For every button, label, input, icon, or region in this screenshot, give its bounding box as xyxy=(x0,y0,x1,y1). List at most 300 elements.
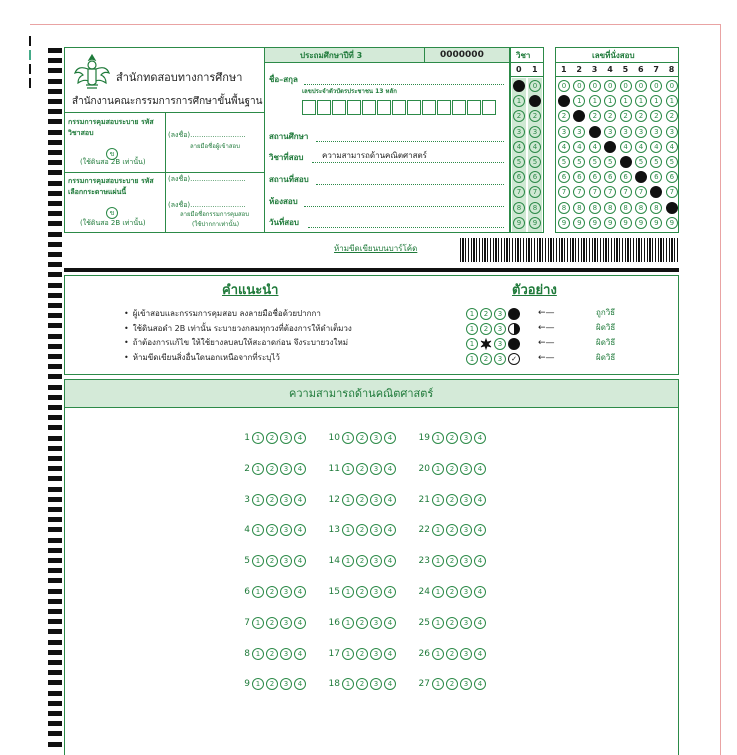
seat-number-bubble[interactable]: 7 xyxy=(589,186,601,198)
seat-number-bubble[interactable]: 5 xyxy=(620,156,632,168)
seat-number-bubble[interactable]: 8 xyxy=(558,202,570,214)
answer-choice-bubble[interactable]: 2 xyxy=(266,586,278,598)
seat-number-bubble[interactable]: 5 xyxy=(666,156,678,168)
answer-row xyxy=(416,617,488,629)
seat-number-bubble[interactable]: 8 xyxy=(604,202,616,214)
seat-number-bubble[interactable]: 2 xyxy=(666,110,678,122)
subject-code-bubble[interactable]: 5 xyxy=(529,156,541,168)
id-digit-box[interactable] xyxy=(377,100,391,115)
answer-choice-bubble[interactable]: 2 xyxy=(266,648,278,660)
answer-choice-bubble[interactable]: 1 xyxy=(252,463,264,475)
answer-choice-bubble[interactable]: 2 xyxy=(356,494,368,506)
answer-choice-bubble[interactable]: 1 xyxy=(432,494,444,506)
subject-code-bubble[interactable]: 7 xyxy=(529,186,541,198)
subject-code-bubble[interactable]: 3 xyxy=(513,126,525,138)
subject-code-bubble[interactable]: 6 xyxy=(513,171,525,183)
answer-choice-bubble[interactable]: 3 xyxy=(460,524,472,536)
answer-choice-bubble[interactable]: 3 xyxy=(460,463,472,475)
seat-number-bubble[interactable]: 2 xyxy=(604,110,616,122)
answer-proctor-label: กรรมการคุมสอบระบาย รหัสเลือกกระดาษแผ่นนี้ xyxy=(68,177,154,196)
timing-mark xyxy=(48,548,62,553)
seat-number-bubble[interactable]: 5 xyxy=(635,156,647,168)
answer-choice-bubble[interactable]: 1 xyxy=(252,432,264,444)
answer-choice-bubble[interactable]: 1 xyxy=(342,555,354,567)
timing-mark xyxy=(48,701,62,706)
answer-choice-bubble[interactable]: 2 xyxy=(356,586,368,598)
seat-number-column-header: 1 xyxy=(561,65,567,74)
answer-choice-bubble[interactable]: 2 xyxy=(266,432,278,444)
answer-choice-bubble[interactable]: 4 xyxy=(294,586,306,598)
seat-number-bubble[interactable]: 1 xyxy=(635,95,647,107)
id-digit-box[interactable] xyxy=(422,100,436,115)
seat-number-bubble[interactable]: 2 xyxy=(620,110,632,122)
timing-mark xyxy=(48,374,62,379)
timing-mark xyxy=(48,160,62,165)
seat-number-bubble[interactable]: 6 xyxy=(635,171,647,183)
answer-choice-bubble[interactable]: 3 xyxy=(280,648,292,660)
answer-choice-bubble[interactable]: 4 xyxy=(474,524,486,536)
seat-number-bubble[interactable]: 6 xyxy=(558,171,570,183)
instruction-item xyxy=(124,325,352,333)
seat-number-bubble[interactable]: 5 xyxy=(589,156,601,168)
seat-number-bubble[interactable]: 1 xyxy=(666,95,678,107)
answer-choice-bubble[interactable]: 1 xyxy=(252,617,264,629)
seat-number-bubble[interactable]: 2 xyxy=(635,110,647,122)
answer-row xyxy=(326,555,398,567)
seat-number-bubble[interactable]: 3 xyxy=(635,126,647,138)
timing-mark xyxy=(48,140,62,145)
answer-choice-bubble[interactable]: 4 xyxy=(474,617,486,629)
seat-number-bubble[interactable]: 1 xyxy=(589,95,601,107)
seat-number-bubble[interactable]: 1 xyxy=(558,95,570,107)
answer-choice-bubble[interactable]: 3 xyxy=(370,524,382,536)
seat-number-bubble[interactable]: 6 xyxy=(650,171,662,183)
answer-choice-bubble[interactable]: 2 xyxy=(266,494,278,506)
answer-choice-bubble[interactable]: 3 xyxy=(460,648,472,660)
subject-code-bubble[interactable]: 6 xyxy=(529,171,541,183)
seat-number-bubble[interactable]: 8 xyxy=(650,202,662,214)
answer-row xyxy=(326,617,398,629)
answer-choice-bubble[interactable]: 3 xyxy=(460,555,472,567)
answer-choice-bubble[interactable]: 2 xyxy=(446,617,458,629)
answer-row xyxy=(236,432,308,444)
question-number: 7 xyxy=(244,617,250,628)
seat-number-bubble[interactable]: 4 xyxy=(558,141,570,153)
answer-choice-bubble[interactable]: 3 xyxy=(370,648,382,660)
heavy-divider xyxy=(64,268,679,272)
subject-code-bubble[interactable]: 4 xyxy=(529,141,541,153)
answer-choice-bubble[interactable]: 3 xyxy=(370,463,382,475)
seat-number-bubble[interactable]: 5 xyxy=(573,156,585,168)
seat-number-bubble[interactable]: 0 xyxy=(650,80,662,92)
question-number: 20 xyxy=(418,463,430,474)
seat-number-bubble[interactable]: 6 xyxy=(620,171,632,183)
example-bubble: 4 xyxy=(508,338,520,350)
example-bubble: 3 xyxy=(494,353,506,365)
timing-mark xyxy=(48,242,62,247)
answer-choice-bubble[interactable]: 1 xyxy=(252,678,264,690)
answer-choice-bubble[interactable]: 4 xyxy=(294,463,306,475)
question-number: 17 xyxy=(328,648,340,659)
answer-choice-bubble[interactable]: 1 xyxy=(432,678,444,690)
seat-number-bubble[interactable]: 1 xyxy=(620,95,632,107)
divider xyxy=(64,172,264,173)
subject-code-bubble[interactable]: 9 xyxy=(513,217,525,229)
seat-number-bubble[interactable]: 7 xyxy=(604,186,616,198)
answer-choice-bubble[interactable]: 1 xyxy=(342,648,354,660)
answer-choice-bubble[interactable]: 4 xyxy=(384,586,396,598)
seat-number-bubble[interactable]: 7 xyxy=(558,186,570,198)
answer-choice-bubble[interactable]: 2 xyxy=(356,555,368,567)
id-digit-box[interactable] xyxy=(437,100,451,115)
subject-line[interactable] xyxy=(312,162,504,163)
example-bubble: 1 xyxy=(466,353,478,365)
answer-choice-bubble[interactable]: 3 xyxy=(280,463,292,475)
seat-number-bubble[interactable]: 4 xyxy=(573,141,585,153)
seat-number-bubble[interactable]: 0 xyxy=(620,80,632,92)
room-label: ห้องสอบ xyxy=(269,197,298,206)
policy-mark-bubble[interactable]: ข xyxy=(106,141,118,160)
seat-number-bubble[interactable]: 3 xyxy=(558,126,570,138)
answer-choice-bubble[interactable]: 1 xyxy=(252,555,264,567)
question-number: 19 xyxy=(418,433,430,443)
answer-choice-bubble[interactable]: 2 xyxy=(266,463,278,475)
seat-number-bubble[interactable]: 8 xyxy=(620,202,632,214)
subject-code-bubble[interactable]: 8 xyxy=(513,202,525,214)
answer-choice-bubble[interactable]: 4 xyxy=(474,463,486,475)
answer-choice-bubble[interactable]: 1 xyxy=(252,494,264,506)
subject-code-bubble[interactable]: 2 xyxy=(513,110,525,122)
id-digit-box[interactable] xyxy=(362,100,376,115)
answer-choice-bubble[interactable]: 4 xyxy=(294,617,306,629)
timing-mark xyxy=(48,272,62,277)
seat-number-bubble[interactable]: 0 xyxy=(666,80,678,92)
answer-choice-bubble[interactable]: 4 xyxy=(384,678,396,690)
timing-mark xyxy=(48,313,62,318)
seat-number-bubble[interactable]: 9 xyxy=(604,217,616,229)
seat-number-bubble[interactable]: 6 xyxy=(589,171,601,183)
seat-number-bubble[interactable]: 5 xyxy=(604,156,616,168)
answer-choice-bubble[interactable]: 1 xyxy=(252,586,264,598)
timing-mark xyxy=(48,191,62,196)
answer-choice-bubble[interactable]: 2 xyxy=(356,678,368,690)
policy-pencil-note: (ใช้ดินสอ 2B เท่านั้น) xyxy=(80,158,146,166)
answer-choice-bubble[interactable]: 2 xyxy=(446,494,458,506)
id-digit-box[interactable] xyxy=(347,100,361,115)
seat-number-bubble[interactable]: 0 xyxy=(558,80,570,92)
answer-choice-bubble[interactable]: 3 xyxy=(280,678,292,690)
answer-choice-bubble[interactable]: 2 xyxy=(446,586,458,598)
answer-choice-bubble[interactable]: 4 xyxy=(384,524,396,536)
answer-choice-bubble[interactable]: 3 xyxy=(370,494,382,506)
left-arrow-icon: ←— xyxy=(538,353,555,363)
answer-choice-bubble[interactable]: 3 xyxy=(460,617,472,629)
answer-choice-bubble[interactable]: 1 xyxy=(432,617,444,629)
answer-choice-bubble[interactable]: 1 xyxy=(252,524,264,536)
subject-label: วิชาที่สอบ xyxy=(269,153,304,162)
answer-choice-bubble[interactable]: 3 xyxy=(370,432,382,444)
seat-number-bubble[interactable]: 2 xyxy=(573,110,585,122)
seat-number-bubble[interactable]: 1 xyxy=(650,95,662,107)
timing-mark xyxy=(48,487,62,492)
name-line[interactable] xyxy=(304,84,504,85)
seat-number-bubble[interactable]: 0 xyxy=(589,80,601,92)
answer-choice-bubble[interactable]: 4 xyxy=(474,432,486,444)
subject-code-bubble[interactable]: 8 xyxy=(529,202,541,214)
seat-number-bubble[interactable]: 3 xyxy=(573,126,585,138)
answer-choice-bubble[interactable]: 3 xyxy=(280,494,292,506)
answer-choice-bubble[interactable]: 1 xyxy=(342,494,354,506)
question-number: 2 xyxy=(244,463,250,474)
date-line[interactable] xyxy=(308,227,504,228)
seat-number-bubble[interactable]: 7 xyxy=(650,186,662,198)
subject-code-bubble[interactable]: 7 xyxy=(513,186,525,198)
seat-number-bubble[interactable]: 9 xyxy=(620,217,632,229)
answer-choice-bubble[interactable]: 2 xyxy=(356,524,368,536)
answer-choice-bubble[interactable]: 2 xyxy=(356,648,368,660)
question-number: 18 xyxy=(328,679,340,690)
seat-number-bubble[interactable]: 4 xyxy=(589,141,601,153)
subject-code-bubble[interactable]: 9 xyxy=(529,217,541,229)
venue-line[interactable] xyxy=(316,184,504,185)
seat-number-bubble[interactable]: 6 xyxy=(666,171,678,183)
answer-row xyxy=(326,432,398,444)
answer-choice-bubble[interactable]: 4 xyxy=(474,678,486,690)
answer-pencil-note: (ใช้ดินสอ 2B เท่านั้น) xyxy=(80,219,146,227)
timing-mark xyxy=(48,262,62,267)
seat-number-bubble[interactable]: 9 xyxy=(650,217,662,229)
answer-choice-bubble[interactable]: 1 xyxy=(432,463,444,475)
subject-code-bubble[interactable]: 0 xyxy=(513,80,525,92)
seat-number-bubble[interactable]: 8 xyxy=(573,202,585,214)
seat-number-bubble[interactable]: 6 xyxy=(573,171,585,183)
answer-choice-bubble[interactable]: 1 xyxy=(432,648,444,660)
answer-choice-bubble[interactable]: 3 xyxy=(460,678,472,690)
seat-number-bubble[interactable]: 7 xyxy=(620,186,632,198)
example-bubble: 2 xyxy=(480,353,492,365)
bullet-icon: • xyxy=(124,309,129,318)
id-digit-box[interactable] xyxy=(452,100,466,115)
answer-choice-bubble[interactable]: 1 xyxy=(342,617,354,629)
seat-number-bubble[interactable]: 0 xyxy=(573,80,585,92)
timing-mark xyxy=(48,691,62,696)
answer-choice-bubble[interactable]: 1 xyxy=(252,648,264,660)
answer-choice-bubble[interactable]: 3 xyxy=(460,494,472,506)
question-number: 16 xyxy=(328,617,340,628)
seat-number-bubble[interactable]: 4 xyxy=(650,141,662,153)
seat-number-bubble[interactable]: 5 xyxy=(650,156,662,168)
answer-choice-bubble[interactable]: 2 xyxy=(266,555,278,567)
answer-choice-bubble[interactable]: 1 xyxy=(432,586,444,598)
answer-choice-bubble[interactable]: 4 xyxy=(474,648,486,660)
answer-choice-bubble[interactable]: 1 xyxy=(342,524,354,536)
answer-choice-bubble[interactable]: 4 xyxy=(294,524,306,536)
example-bubble: 3 xyxy=(494,338,506,350)
answer-choice-bubble[interactable]: 2 xyxy=(446,432,458,444)
seat-number-bubble[interactable]: 5 xyxy=(558,156,570,168)
seat-number-bubble[interactable]: 1 xyxy=(604,95,616,107)
registration-marks xyxy=(29,36,37,90)
answer-choice-bubble[interactable]: 3 xyxy=(280,555,292,567)
answer-choice-bubble[interactable]: 4 xyxy=(474,586,486,598)
timing-mark xyxy=(48,619,62,624)
answer-choice-bubble[interactable]: 1 xyxy=(342,586,354,598)
subject-code-bubble[interactable]: 3 xyxy=(529,126,541,138)
seat-number-bubble[interactable]: 8 xyxy=(589,202,601,214)
answer-choice-bubble[interactable]: 3 xyxy=(280,617,292,629)
page-border-right xyxy=(720,24,721,755)
seat-number-bubble[interactable]: 2 xyxy=(558,110,570,122)
example-bubble: ✓ xyxy=(508,353,520,365)
seat-number-bubble[interactable]: 7 xyxy=(573,186,585,198)
seat-number-label: เลขที่นั่งสอบ xyxy=(592,51,635,60)
answer-choice-bubble[interactable]: 2 xyxy=(446,648,458,660)
answer-row xyxy=(326,678,398,690)
timing-mark xyxy=(48,303,62,308)
answer-choice-bubble[interactable]: 4 xyxy=(384,494,396,506)
seat-number-bubble[interactable]: 6 xyxy=(604,171,616,183)
answer-choice-bubble[interactable]: 1 xyxy=(432,524,444,536)
answer-choice-bubble[interactable]: 4 xyxy=(384,463,396,475)
seat-number-bubble[interactable]: 8 xyxy=(666,202,678,214)
question-number: 6 xyxy=(244,587,250,597)
answer-choice-bubble[interactable]: 4 xyxy=(294,555,306,567)
timing-mark xyxy=(48,609,62,614)
question-number: 10 xyxy=(328,433,340,443)
answer-choice-bubble[interactable]: 3 xyxy=(280,432,292,444)
answer-choice-bubble[interactable]: 4 xyxy=(384,617,396,629)
answer-choice-bubble[interactable]: 4 xyxy=(474,555,486,567)
seat-number-bubble[interactable]: 2 xyxy=(650,110,662,122)
answer-choice-bubble[interactable]: 2 xyxy=(446,678,458,690)
answer-choice-bubble[interactable]: 1 xyxy=(342,463,354,475)
subject-code-bubble[interactable]: 2 xyxy=(529,110,541,122)
id-digit-box[interactable] xyxy=(392,100,406,115)
seat-number-bubble[interactable]: 4 xyxy=(635,141,647,153)
id-digit-box[interactable] xyxy=(317,100,331,115)
venue-label: สถานที่สอบ xyxy=(269,175,309,184)
seat-number-bubble[interactable]: 9 xyxy=(558,217,570,229)
answer-choice-bubble[interactable]: 2 xyxy=(446,555,458,567)
seat-number-bubble[interactable]: 9 xyxy=(573,217,585,229)
answer-choice-bubble[interactable]: 3 xyxy=(370,586,382,598)
answer-choice-bubble[interactable]: 3 xyxy=(370,617,382,629)
subject-code-bubble[interactable]: 4 xyxy=(513,141,525,153)
seat-number-bubble[interactable]: 3 xyxy=(589,126,601,138)
answer-row xyxy=(416,586,488,598)
timing-mark xyxy=(48,150,62,155)
answer-choice-bubble[interactable]: 3 xyxy=(370,678,382,690)
answer-choice-bubble[interactable]: 2 xyxy=(356,432,368,444)
id-digit-box[interactable] xyxy=(407,100,421,115)
answer-choice-bubble[interactable]: 4 xyxy=(384,555,396,567)
answer-choice-bubble[interactable]: 2 xyxy=(446,463,458,475)
seat-number-bubble[interactable]: 8 xyxy=(635,202,647,214)
id-digit-box[interactable] xyxy=(467,100,481,115)
seat-number-column-header: 8 xyxy=(668,65,675,74)
answer-choice-bubble[interactable]: 2 xyxy=(266,678,278,690)
answer-choice-bubble[interactable]: 2 xyxy=(356,617,368,629)
seat-number-bubble[interactable]: 4 xyxy=(620,141,632,153)
example-bubble: 3 xyxy=(494,308,506,320)
timing-mark xyxy=(48,599,62,604)
answer-choice-bubble[interactable]: 3 xyxy=(460,586,472,598)
answer-row xyxy=(416,463,488,475)
subject-code-bubble[interactable]: 0 xyxy=(529,80,541,92)
timing-mark xyxy=(48,109,62,114)
answer-choice-bubble[interactable]: 4 xyxy=(294,678,306,690)
seat-number-bubble[interactable]: 4 xyxy=(604,141,616,153)
answer-choice-bubble[interactable]: 4 xyxy=(294,432,306,444)
timing-mark xyxy=(48,680,62,685)
seat-number-bubble[interactable]: 3 xyxy=(650,126,662,138)
id-digit-box[interactable] xyxy=(332,100,346,115)
answer-choice-bubble[interactable]: 2 xyxy=(446,524,458,536)
answer-row xyxy=(326,524,398,536)
answer-choice-bubble[interactable]: 1 xyxy=(432,555,444,567)
room-line[interactable] xyxy=(304,206,504,207)
answer-choice-bubble[interactable]: 3 xyxy=(460,432,472,444)
answer-mark-bubble[interactable]: ข xyxy=(106,200,118,219)
answer-choice-bubble[interactable]: 1 xyxy=(342,678,354,690)
seat-number-bubble[interactable]: 3 xyxy=(666,126,678,138)
seat-number-bubble[interactable]: 1 xyxy=(573,95,585,107)
answer-choice-bubble[interactable]: 4 xyxy=(384,432,396,444)
agency-office: สำนักงานคณะกรรมการการศึกษาขั้นพื้นฐาน xyxy=(72,96,263,107)
instruction-text: ใช้ดินสอดำ 2B เท่านั้น ระบายวงกลมทุกวงที่ต้องการให้ดำเต็มวง xyxy=(132,323,352,333)
answer-choice-bubble[interactable]: 1 xyxy=(432,432,444,444)
seat-number-bubble[interactable]: 3 xyxy=(620,126,632,138)
subject-code-bubble[interactable]: 5 xyxy=(513,156,525,168)
answer-choice-bubble[interactable]: 2 xyxy=(266,524,278,536)
seat-number-bubble[interactable]: 4 xyxy=(666,141,678,153)
school-line[interactable] xyxy=(316,141,504,142)
seat-number-bubble[interactable]: 2 xyxy=(589,110,601,122)
answer-choice-bubble[interactable]: 4 xyxy=(384,648,396,660)
answer-choice-bubble[interactable]: 1 xyxy=(342,432,354,444)
seat-number-bubble[interactable]: 0 xyxy=(604,80,616,92)
seat-number-bubble[interactable]: 0 xyxy=(635,80,647,92)
timing-mark xyxy=(48,660,62,665)
divider xyxy=(424,48,425,62)
answer-choice-bubble[interactable]: 3 xyxy=(280,586,292,598)
timing-mark xyxy=(48,507,62,512)
example-bubble: 1 xyxy=(466,338,478,350)
id-digit-box[interactable] xyxy=(302,100,316,115)
seat-number-bubble[interactable]: 9 xyxy=(589,217,601,229)
subject-code-bubble[interactable]: 1 xyxy=(513,95,525,107)
subject-code-bubble[interactable]: 1 xyxy=(529,95,541,107)
seat-number-bubble[interactable]: 7 xyxy=(666,186,678,198)
seat-number-bubble[interactable]: 9 xyxy=(635,217,647,229)
answer-choice-bubble[interactable]: 4 xyxy=(294,648,306,660)
instruction-item xyxy=(124,354,280,362)
example-result: ถูกวิธี xyxy=(596,308,616,317)
seat-number-bubble[interactable]: 9 xyxy=(666,217,678,229)
subject-code-column-header: 1 xyxy=(532,65,538,74)
answer-choice-bubble[interactable]: 4 xyxy=(294,494,306,506)
answer-choice-bubble[interactable]: 2 xyxy=(356,463,368,475)
timing-mark xyxy=(48,415,62,420)
answer-choice-bubble[interactable]: 3 xyxy=(280,524,292,536)
answer-choice-bubble[interactable]: 3 xyxy=(370,555,382,567)
seat-number-bubble[interactable]: 7 xyxy=(635,186,647,198)
answer-choice-bubble[interactable]: 4 xyxy=(474,494,486,506)
left-arrow-icon: ←— xyxy=(538,338,555,348)
id-digit-box[interactable] xyxy=(482,100,496,115)
seat-number-bubble[interactable]: 3 xyxy=(604,126,616,138)
answer-choice-bubble[interactable]: 2 xyxy=(266,617,278,629)
